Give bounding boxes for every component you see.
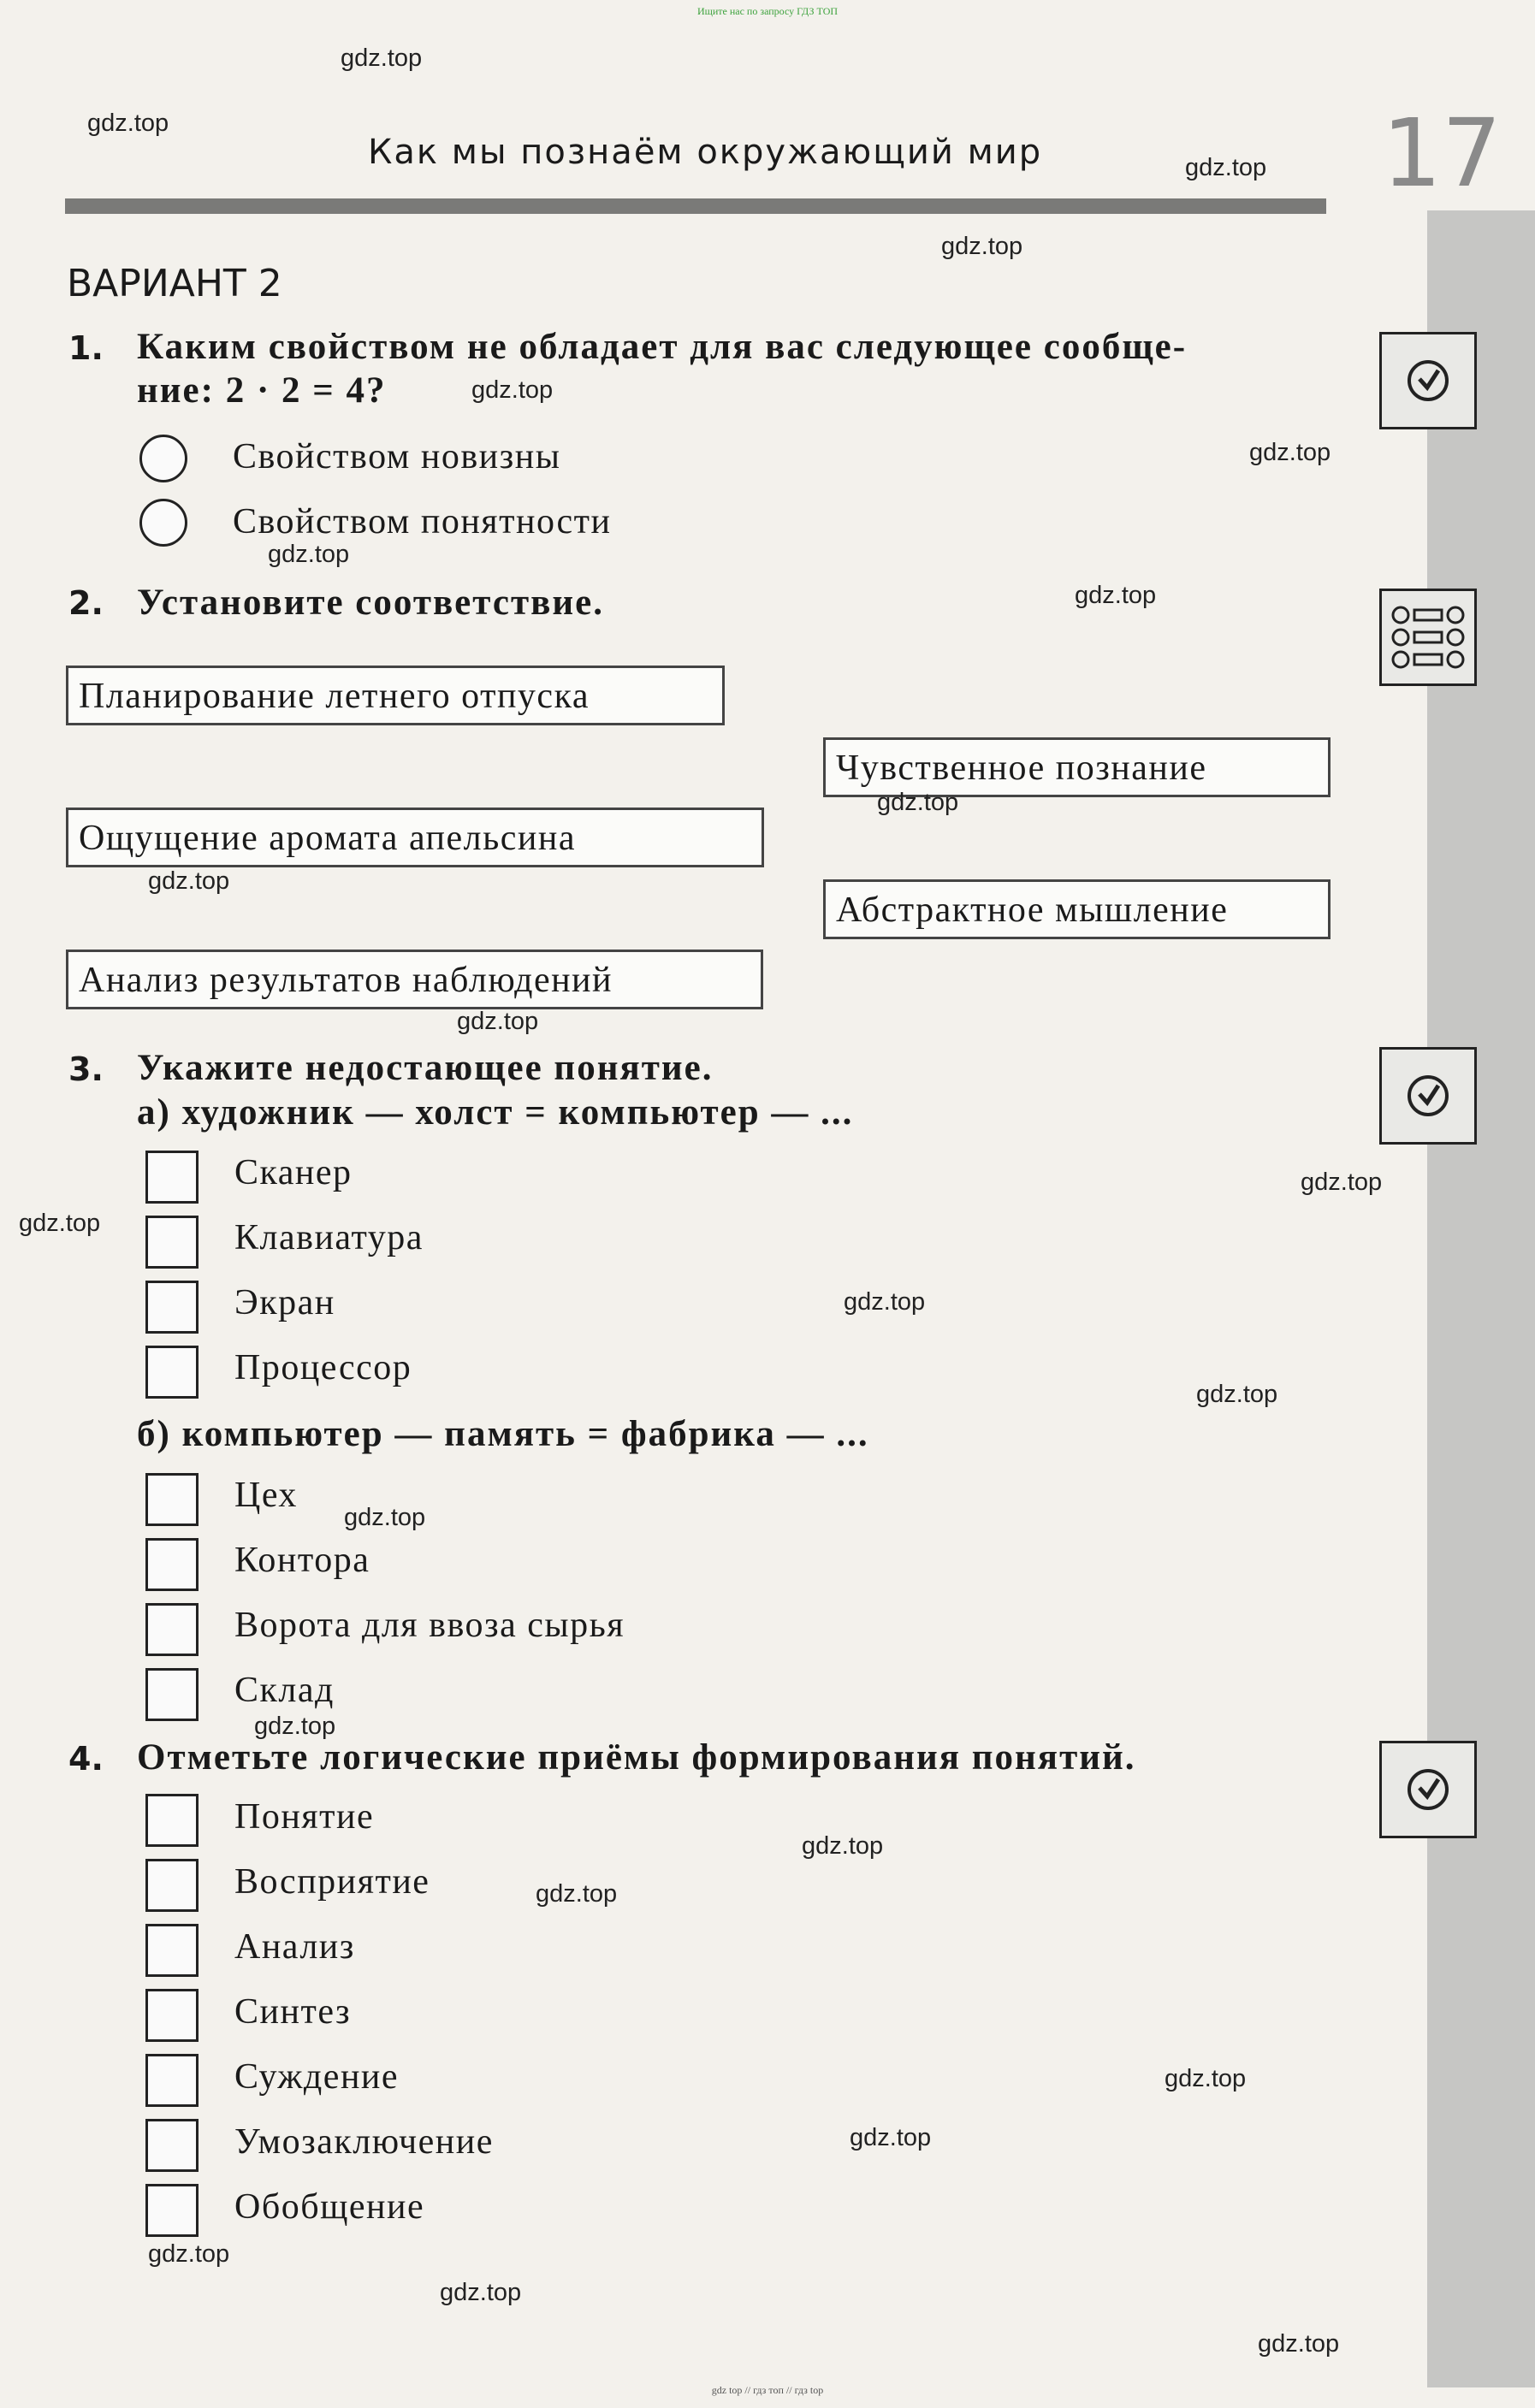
- q3b-option-1-checkbox[interactable]: [145, 1473, 199, 1526]
- q4-option-5-checkbox[interactable]: [145, 2054, 199, 2107]
- page-number: 17: [1382, 98, 1502, 208]
- q4-option-2-label: Восприятие: [234, 1862, 430, 1902]
- q4-option-4-checkbox[interactable]: [145, 1989, 199, 2042]
- watermark: gdz.top: [341, 44, 423, 72]
- q2-number: 2.: [68, 584, 104, 622]
- watermark: gdz.top: [941, 233, 1023, 260]
- q3a-option-3-label: Экран: [234, 1283, 335, 1322]
- q4-option-7-label: Обобщение: [234, 2187, 425, 2227]
- watermark: gdz.top: [844, 1288, 926, 1316]
- check-circle-icon: [1379, 1047, 1477, 1145]
- watermark: gdz.top: [1301, 1169, 1383, 1196]
- q1-option-2-label: Свойством понятности: [233, 502, 612, 541]
- header-rule: [65, 198, 1326, 214]
- page-header-title: Как мы познаём окружающий мир: [368, 133, 1043, 172]
- q4-option-3-label: Анализ: [234, 1927, 355, 1967]
- q3a-option-3-checkbox[interactable]: [145, 1281, 199, 1334]
- q4-option-7-checkbox[interactable]: [145, 2184, 199, 2237]
- q1-number: 1.: [68, 329, 104, 367]
- q1-text-line1: Каким свойством не обладает для вас следующее сообще-: [137, 327, 1188, 367]
- watermark: gdz.top: [1258, 2330, 1340, 2358]
- q3b-option-3-label: Ворота для ввоза сырья: [234, 1606, 625, 1645]
- watermark: gdz.top: [1165, 2065, 1247, 2092]
- q3-number: 3.: [68, 1050, 104, 1088]
- page-sidebar: [1427, 210, 1535, 2387]
- q1-option-1-radio[interactable]: [139, 435, 187, 482]
- watermark: gdz.top: [19, 1210, 101, 1237]
- watermark: gdz.top: [87, 109, 169, 137]
- q3b-option-2-label: Контора: [234, 1541, 370, 1580]
- watermark: gdz.top: [802, 1832, 884, 1860]
- q3b-option-4-checkbox[interactable]: [145, 1668, 199, 1721]
- matching-icon: [1379, 589, 1477, 686]
- q2-right-item-1[interactable]: Чувственное познание: [823, 737, 1331, 797]
- q4-option-6-label: Умозаключение: [234, 2122, 494, 2162]
- q2-text: Установите соответствие.: [137, 583, 604, 623]
- check-circle-icon: [1379, 332, 1477, 429]
- q4-number: 4.: [68, 1740, 104, 1778]
- q3a-option-1-checkbox[interactable]: [145, 1151, 199, 1204]
- watermark: gdz.top: [457, 1008, 539, 1035]
- q2-left-item-1[interactable]: Планирование летнего отпуска: [66, 666, 725, 725]
- q3-part-b: б) компьютер — память = фабрика — ...: [137, 1414, 869, 1454]
- q4-option-4-label: Синтез: [234, 1992, 352, 2032]
- watermark: gdz.top: [148, 867, 230, 895]
- q1-text-line2: ние: 2 · 2 = 4?: [137, 370, 387, 411]
- q3-text: Укажите недостающее понятие.: [137, 1048, 714, 1088]
- q1-option-2-radio[interactable]: [139, 499, 187, 547]
- q4-option-2-checkbox[interactable]: [145, 1859, 199, 1912]
- q4-option-1-checkbox[interactable]: [145, 1794, 199, 1847]
- q2-left-item-2[interactable]: Ощущение аромата апельсина: [66, 808, 764, 867]
- q3a-option-4-checkbox[interactable]: [145, 1346, 199, 1399]
- watermark: gdz.top: [850, 2124, 932, 2151]
- q4-option-6-checkbox[interactable]: [145, 2119, 199, 2172]
- watermark: gdz.top: [1185, 154, 1267, 181]
- watermark: gdz.top: [1249, 439, 1331, 466]
- variant-title: ВАРИАНТ 2: [67, 262, 282, 305]
- q3b-option-2-checkbox[interactable]: [145, 1538, 199, 1591]
- q4-option-5-label: Суждение: [234, 2057, 400, 2097]
- watermark: gdz.top: [148, 2240, 230, 2268]
- watermark: gdz.top: [1196, 1381, 1278, 1408]
- watermark: gdz.top: [1075, 582, 1157, 609]
- check-circle-icon: [1379, 1741, 1477, 1838]
- watermark: gdz.top: [254, 1713, 336, 1740]
- watermark: gdz.top: [471, 376, 554, 404]
- q3a-option-4-label: Процессор: [234, 1348, 412, 1387]
- bottom-note: gdz top // гдз топ // гдз top: [711, 2384, 824, 2396]
- watermark: gdz.top: [877, 789, 959, 816]
- q3b-option-3-checkbox[interactable]: [145, 1603, 199, 1656]
- q3a-option-2-label: Клавиатура: [234, 1218, 424, 1257]
- watermark: gdz.top: [440, 2279, 522, 2306]
- watermark: gdz.top: [268, 541, 350, 568]
- q4-option-3-checkbox[interactable]: [145, 1924, 199, 1977]
- q1-option-1-label: Свойством новизны: [233, 437, 561, 476]
- q3b-option-1-label: Цех: [234, 1476, 298, 1515]
- q4-option-1-label: Понятие: [234, 1797, 375, 1837]
- q3-part-a: а) художник — холст = компьютер — ...: [137, 1092, 854, 1133]
- q3a-option-2-checkbox[interactable]: [145, 1216, 199, 1269]
- q4-text: Отметьте логические приёмы формирования понятий.: [137, 1737, 1136, 1778]
- watermark: gdz.top: [536, 1880, 618, 1908]
- q3b-option-4-label: Склад: [234, 1671, 335, 1710]
- watermark: gdz.top: [344, 1504, 426, 1531]
- q2-right-item-2[interactable]: Абстрактное мышление: [823, 879, 1331, 939]
- q2-left-item-3[interactable]: Анализ результатов наблюдений: [66, 950, 763, 1009]
- top-note: Ищите нас по запросу ГДЗ ТОП: [696, 5, 839, 17]
- q3a-option-1-label: Сканер: [234, 1153, 353, 1192]
